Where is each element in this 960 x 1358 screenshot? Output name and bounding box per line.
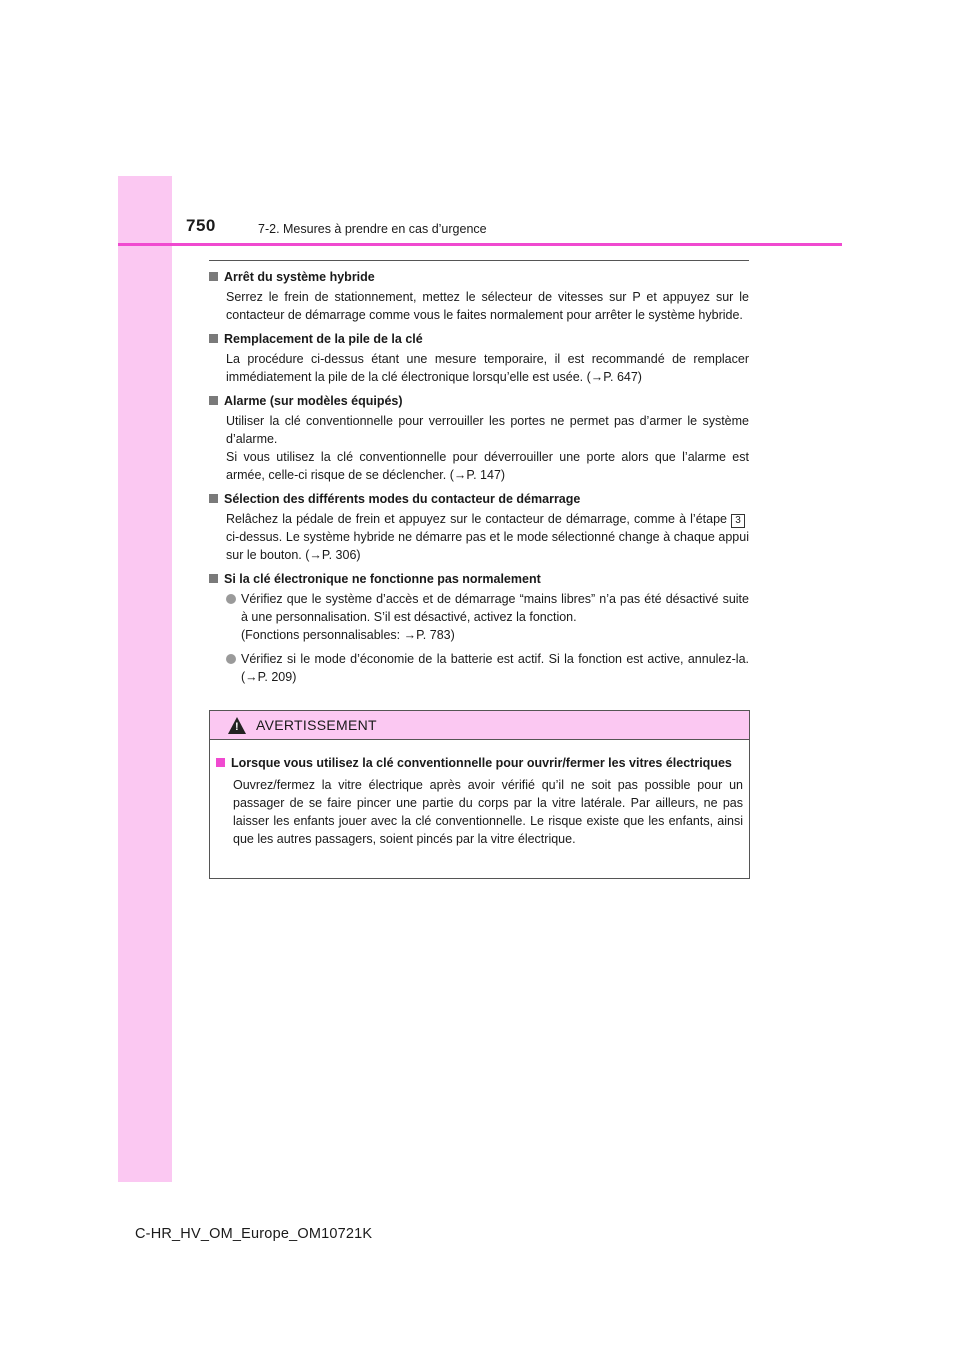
section-battery-replacement <box>209 330 749 386</box>
warning-box <box>209 710 750 879</box>
step-number-box: 3 <box>731 514 745 528</box>
item-title: Arrêt du système hybride <box>224 270 375 284</box>
section-key-malfunction <box>209 570 749 686</box>
warning-title: AVERTISSEMENT <box>256 717 377 733</box>
circle-bullet-icon <box>226 654 236 664</box>
header-rule <box>118 243 842 246</box>
page-number: 750 <box>186 216 216 235</box>
section-title: 7-2. Mesures à prendre en cas d’urgence <box>258 222 487 236</box>
section-hybrid-stop <box>209 268 749 324</box>
item-title: Sélection des différents modes du contacteur de démarrage <box>224 492 581 506</box>
list-item <box>209 590 749 644</box>
bullet-subtext: (Fonctions personnalisables: →P. 783) <box>241 628 455 642</box>
item-title: Si la clé électronique ne fonctionne pas normalement <box>224 572 541 586</box>
item-title: Alarme (sur modèles équipés) <box>224 394 403 408</box>
item-title: Remplacement de la pile de la clé <box>224 332 423 346</box>
item-text: Si vous utilisez la clé conventionnelle pour déverrouiller une porte alors que l’alarme est armée, celle-ci risque de se déclencher. (→P. 147) <box>226 450 749 482</box>
content-top-rule <box>209 260 749 261</box>
circle-bullet-icon <box>226 594 236 604</box>
square-bullet-icon <box>216 758 225 767</box>
square-bullet-icon <box>209 396 218 405</box>
warning-item-title: Lorsque vous utilisez la clé conventionnelle pour ouvrir/fermer les vitres électriques <box>231 756 732 770</box>
bullet-text: Vérifiez si le mode d’économie de la batterie est actif. Si la fonction est active, annulez-la. (→P. 209) <box>241 652 749 684</box>
square-bullet-icon <box>209 574 218 583</box>
square-bullet-icon <box>209 272 218 281</box>
section-alarm <box>209 392 749 484</box>
side-color-band <box>118 176 172 1182</box>
doc-code-footer: C-HR_HV_OM_Europe_OM10721K <box>135 1226 373 1242</box>
bullet-text: Vérifiez que le système d’accès et de démarrage “mains libres” n’a pas été désactivé suite à une personnalisation. S’il est désactivé, activez la fonction. <box>241 592 749 624</box>
warning-item-text: Ouvrez/fermez la vitre électrique après avoir vérifié qu’il ne soit pas possible pour un passager de se faire pincer une partie du corps par la vitre latérale. Par ailleurs, ne pas laisser les enfants jouer avec la clé conventionnelle. Le risque existe que les enfants, ainsi que les autres passagers, soient pincés par la vitre électrique. <box>233 778 743 846</box>
item-text: ci-dessus. Le système hybride ne démarre pas et le mode sélectionné change à chaque appui sur le bouton. (→P. 306) <box>226 530 749 562</box>
square-bullet-icon <box>209 334 218 343</box>
item-text: Relâchez la pédale de frein et appuyez sur le contacteur de démarrage, comme à l’étape <box>226 512 727 526</box>
square-bullet-icon <box>209 494 218 503</box>
item-text: Utiliser la clé conventionnelle pour verrouiller les portes ne permet pas d’armer le système d’alarme. <box>226 414 749 446</box>
warning-header <box>210 711 749 740</box>
main-content <box>209 268 749 692</box>
warning-triangle-icon: ! <box>228 717 246 734</box>
item-text: Serrez le frein de stationnement, mettez le sélecteur de vitesses sur P et appuyez sur le contacteur de démarrage comme vous le faites normalement pour arrêter le système hybride. <box>226 290 749 322</box>
list-item <box>209 650 749 686</box>
item-text: La procédure ci-dessus étant une mesure temporaire, il est recommandé de remplacer immédiatement la pile de la clé électronique lorsqu’elle est usée. (→P. 647) <box>226 352 749 384</box>
section-start-modes <box>209 490 749 564</box>
